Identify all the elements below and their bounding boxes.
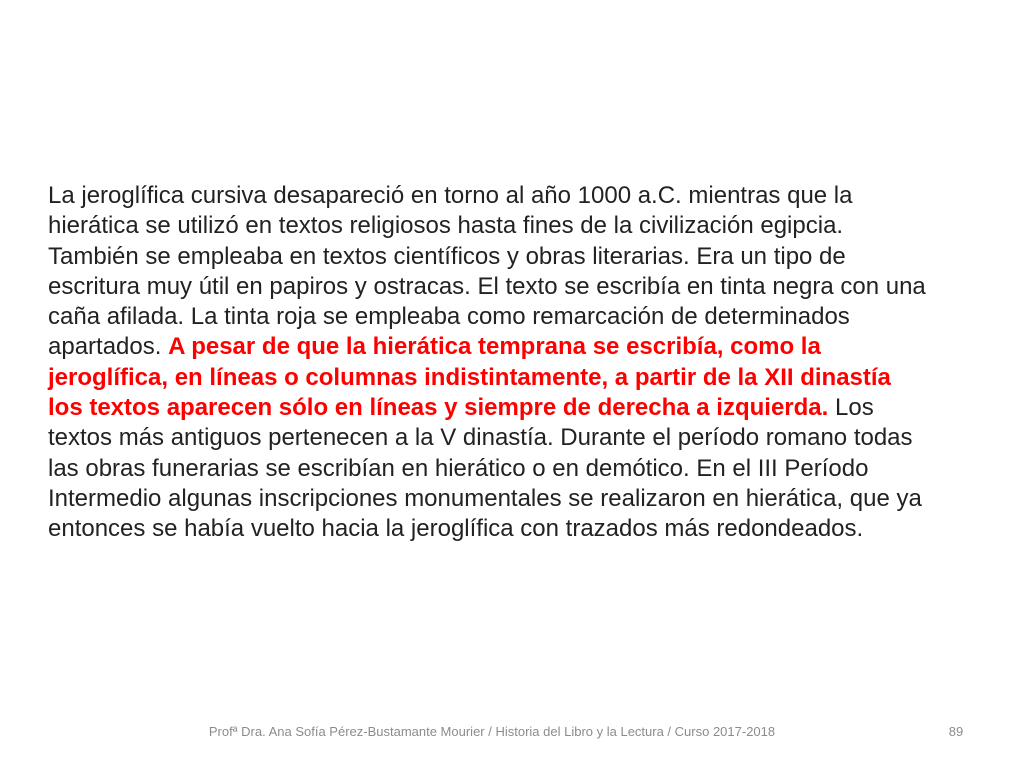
paragraph-intro: La jeroglífica cursiva desapareció en torno al año 1000 a.C. mientras que la hierática se utilizó en textos religiosos hasta fines de la civilización egipcia. También se empleaba en textos científicos y obras literarias. Era un tipo de escritura muy útil en papiros y ostracas. El texto se escribía en tinta negra con una caña afilada. La tinta roja se empleaba como remarcación de determinados apartados. — [48, 182, 926, 361]
footer-text: Profª Dra. Ana Sofía Pérez-Bustamante Mourier / Historia del Libro y la Lectura / Curso 2017-2018 — [208, 724, 776, 739]
body-paragraph — [48, 181, 928, 545]
page-number: 89 — [948, 724, 964, 739]
paragraph-conclusion: Los textos más antiguos pertenecen a la V dinastía. Durante el período romano todas las obras funerarias se escribían en hierático o en demótico. En el III Período Intermedio algunas inscripciones monumentales se realizaron en hierática, que ya entonces se había vuelto hacia la jeroglífica con trazados más redondeados. — [48, 394, 922, 543]
paragraph-highlight: A pesar de que la hierática temprana se escribía, como la jeroglífica, en líneas o columnas indistintamente, a partir de la XII dinastía los textos aparecen sólo en líneas y siempre de derecha a izquierda. — [48, 333, 891, 422]
